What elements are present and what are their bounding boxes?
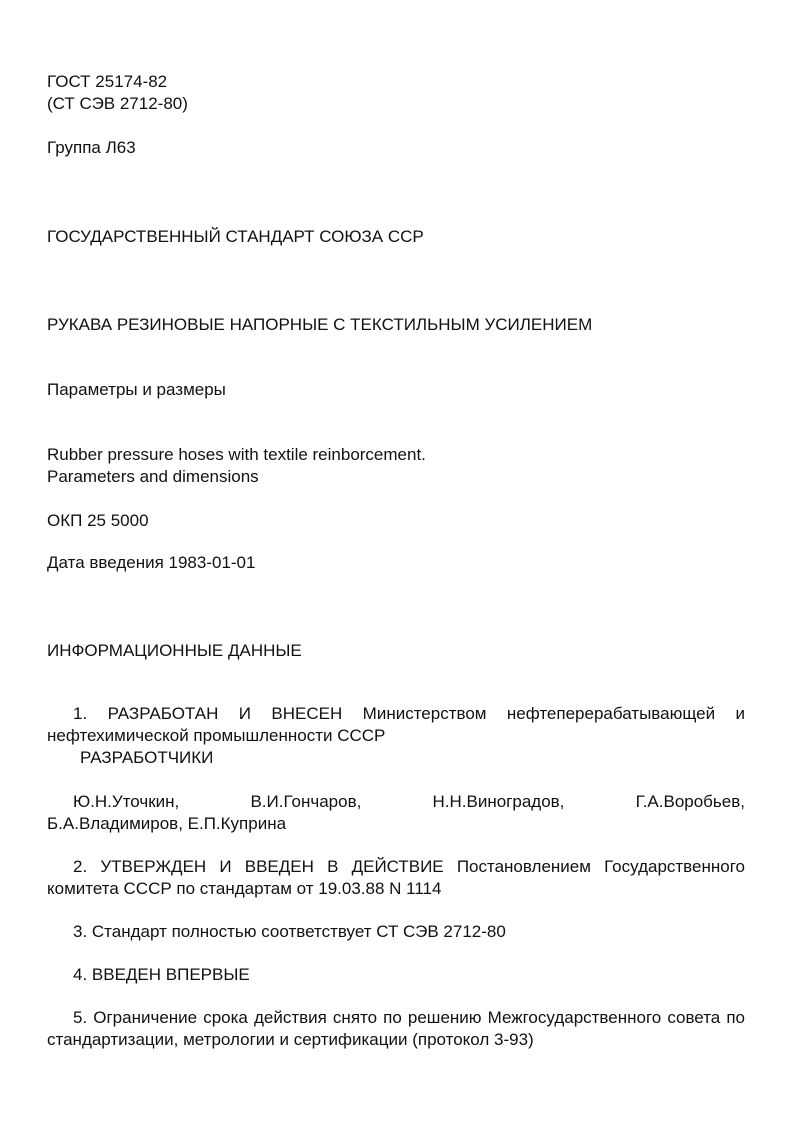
info-item-3: 3. Стандарт полностью соответствует СТ СЭВ 2712-80 bbox=[73, 922, 506, 941]
state-standard-title: ГОСУДАРСТВЕННЫЙ СТАНДАРТ СОЮЗА ССР bbox=[47, 227, 424, 246]
info-item-2: 2. УТВЕРЖДЕН И ВВЕДЕН В ДЕЙСТВИЕ Постановлением Государственного комитета СССР по стандартам от 19.03.88 N 1114 bbox=[47, 857, 745, 898]
developer-name: Ю.Н.Уточкин, bbox=[73, 792, 180, 811]
state-standard-block bbox=[47, 226, 745, 248]
developers-label: РАЗРАБОТЧИКИ bbox=[80, 748, 214, 767]
okp-block bbox=[47, 510, 745, 532]
group-code: Группа Л63 bbox=[47, 138, 136, 157]
info-item-2-block bbox=[47, 856, 745, 900]
document-header bbox=[47, 71, 745, 115]
info-item-5-block bbox=[47, 1007, 745, 1051]
gost-number: ГОСТ 25174-82 bbox=[47, 72, 168, 91]
info-item-3-block bbox=[47, 921, 745, 943]
english-title-line2: Parameters and dimensions bbox=[47, 467, 259, 486]
developers-block bbox=[47, 791, 745, 835]
developer-name: В.И.Гончаров, bbox=[250, 792, 362, 811]
info-item-4-block bbox=[47, 964, 745, 986]
info-item-4: 4. ВВЕДЕН ВПЕРВЫЕ bbox=[73, 965, 250, 984]
developers-row-1 bbox=[47, 791, 745, 813]
introduction-date: Дата введения 1983-01-01 bbox=[47, 553, 256, 572]
info-item-1-block bbox=[47, 703, 745, 769]
info-item-1: 1. РАЗРАБОТАН И ВНЕСЕН Министерством нефтеперерабатывающей и нефтехимической промышленности СССР bbox=[47, 704, 745, 745]
developers-row-2: Б.А.Владимиров, Е.П.Куприна bbox=[47, 814, 287, 833]
main-title: РУКАВА РЕЗИНОВЫЕ НАПОРНЫЕ С ТЕКСТИЛЬНЫМ УСИЛЕНИЕМ bbox=[47, 315, 593, 334]
info-item-5: 5. Ограничение срока действия снято по решению Межгосударственного совета по стандартизации, метрологии и сертификации (протокол 3-93) bbox=[47, 1008, 745, 1049]
developer-name: Г.А.Воробьев, bbox=[635, 792, 745, 811]
english-title-block bbox=[47, 444, 745, 488]
st-sev-reference: (СТ СЭВ 2712-80) bbox=[47, 94, 188, 113]
intro-date-block bbox=[47, 552, 745, 574]
info-heading: ИНФОРМАЦИОННЫЕ ДАННЫЕ bbox=[47, 641, 302, 660]
english-title-line1: Rubber pressure hoses with textile reinborcement. bbox=[47, 445, 426, 464]
subtitle: Параметры и размеры bbox=[47, 380, 226, 399]
group-block bbox=[47, 137, 745, 159]
info-heading-block bbox=[47, 640, 745, 662]
developer-name: Н.Н.Виноградов, bbox=[432, 792, 565, 811]
main-title-block bbox=[47, 314, 745, 336]
okp-code: ОКП 25 5000 bbox=[47, 511, 149, 530]
subtitle-block bbox=[47, 379, 745, 401]
